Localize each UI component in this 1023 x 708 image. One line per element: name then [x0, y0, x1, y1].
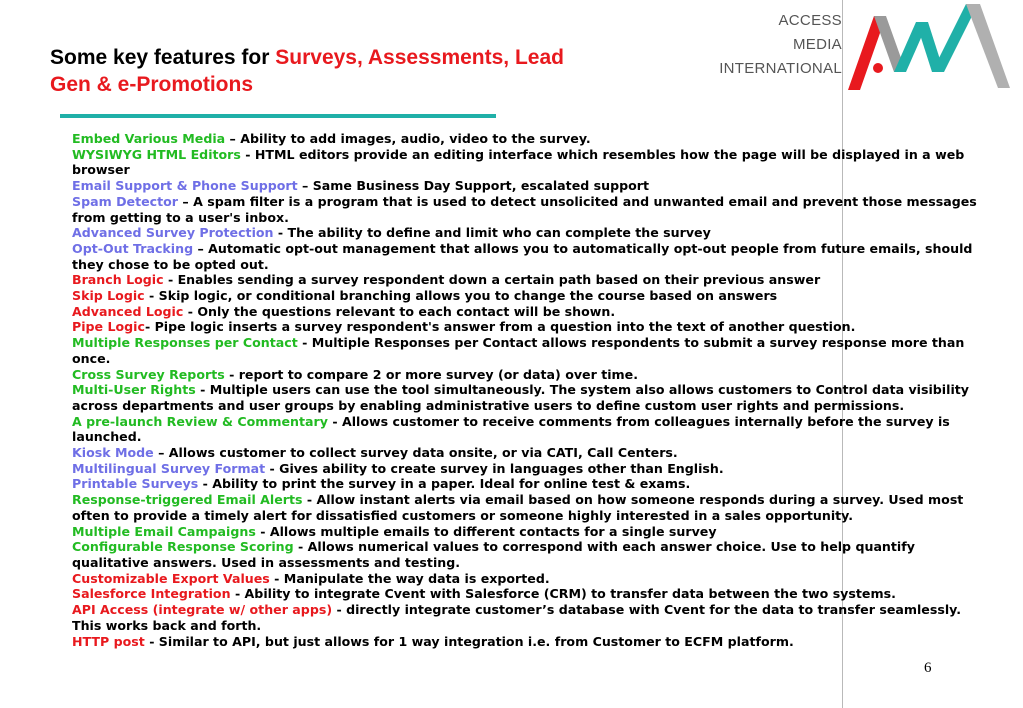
feature-item [72, 445, 987, 461]
feature-name: Pipe Logic [72, 319, 145, 335]
feature-name: Advanced Logic [72, 303, 184, 319]
feature-item [72, 335, 987, 366]
feature-name: Multi-User Rights [72, 382, 196, 398]
page-title [50, 44, 730, 98]
feature-item [72, 602, 987, 633]
feature-description: - Skip logic, or conditional branching allows you to change the course based on answers [144, 288, 778, 304]
feature-item [72, 178, 987, 194]
feature-item [72, 539, 987, 570]
feature-item [72, 586, 987, 602]
feature-name: API Access (integrate w/ other apps) [72, 602, 333, 618]
feature-description: - Manipulate the way data is exported. [269, 570, 550, 586]
page-number: 6 [924, 660, 932, 676]
feature-description: - Allows multiple emails to different contacts for a single survey [255, 523, 717, 539]
feature-name: WYSIWYG HTML Editors [72, 146, 241, 162]
feature-description: - Allows numerical values to correspond with each answer choice. Use to help quantify qualitative answers. Used in assessments and testing. [72, 539, 915, 570]
feature-name: Embed Various Media [72, 131, 226, 146]
feature-name: Multilingual Survey Format [72, 460, 266, 476]
feature-name: Advanced Survey Protection [72, 225, 274, 241]
feature-item [72, 241, 987, 272]
feature-description: - Ability to print the survey in a paper. Ideal for online test & exams. [198, 476, 691, 492]
logo-text-access: ACCESS [778, 12, 842, 29]
feature-name: Configurable Response Scoring [72, 539, 294, 555]
feature-name: Customizable Export Values [72, 570, 270, 586]
feature-description: – Same Business Day Support, escalated support [297, 178, 650, 194]
feature-description: - Only the questions relevant to each contact will be shown. [183, 303, 616, 319]
feature-item [72, 272, 987, 288]
feature-name: Response-triggered Email Alerts [72, 492, 303, 508]
logo-gray-stroke-2 [966, 4, 1010, 88]
feature-description: - Enables sending a survey respondent down a certain path based on their previous answer [163, 272, 821, 288]
feature-name: A pre-launch Review & Commentary [72, 413, 328, 429]
feature-name: Kiosk Mode [72, 445, 154, 461]
feature-item [72, 461, 987, 477]
feature-description: - Multiple users can use the tool simultaneously. The system also allows customers to Control data visibility across departments and user groups by enabling administrative users to define custom user rights and permissions. [72, 382, 969, 413]
feature-description: – Automatic opt-out management that allows you to automatically opt-out people from future emails, should they chose to be opted out. [72, 240, 973, 272]
feature-name: Cross Survey Reports [72, 366, 225, 382]
feature-description: – Allows customer to collect survey data onsite, or via CATI, Call Centers. [153, 445, 678, 461]
feature-item [72, 131, 987, 147]
feature-item [72, 492, 987, 523]
feature-description: - report to compare 2 or more survey (or data) over time. [224, 366, 638, 382]
feature-name: Multiple Email Campaigns [72, 523, 256, 539]
feature-description: - Ability to integrate Cvent with Salesforce (CRM) to transfer data between the two systems. [230, 586, 896, 602]
company-logo-icon [848, 2, 1020, 94]
title-red-part-1: Surveys, Assessments, Lead [275, 46, 564, 69]
feature-description: - Multiple Responses per Contact allows respondents to submit a survey response more than once. [72, 335, 965, 366]
feature-description: - directly integrate customer’s database with Cvent for the data to transfer seamlessly. This works back and forth. [72, 602, 961, 633]
feature-item [72, 225, 987, 241]
feature-description: – Ability to add images, audio, video to the survey. [225, 131, 591, 146]
feature-name: Email Support & Phone Support [72, 178, 298, 194]
feature-item [72, 147, 987, 178]
title-underline [60, 114, 496, 118]
feature-name: Branch Logic [72, 272, 164, 288]
feature-item [72, 367, 987, 383]
logo-red-dot [873, 63, 883, 73]
feature-description: - Similar to API, but just allows for 1 way integration i.e. from Customer to ECFM platform. [144, 633, 794, 649]
feature-item [72, 304, 987, 320]
feature-description: - Pipe logic inserts a survey respondent's answer from a question into the text of another question. [144, 319, 856, 335]
feature-name: Spam Detector [72, 193, 178, 209]
title-plain: Some key features for [50, 46, 276, 69]
feature-item [72, 288, 987, 304]
feature-description: - The ability to define and limit who can complete the survey [273, 225, 711, 241]
feature-list [72, 131, 987, 649]
logo-text-media: MEDIA [792, 36, 842, 53]
feature-name: Opt-Out Tracking [72, 240, 194, 256]
feature-description: - HTML editors provide an editing interface which resembles how the page will be displayed in a web browser [72, 146, 965, 178]
feature-item [72, 194, 987, 225]
logo-text-international: INTERNATIONAL [719, 60, 842, 77]
feature-name: Multiple Responses per Contact [72, 335, 298, 351]
feature-item [72, 476, 987, 492]
feature-item [72, 414, 987, 445]
feature-name: HTTP post [72, 633, 145, 649]
feature-item [72, 571, 987, 587]
feature-name: Salesforce Integration [72, 586, 231, 602]
feature-name: Printable Surveys [72, 476, 199, 492]
feature-description: – A spam filter is a program that is used to detect unsolicited and unwanted email and prevent those messages from getting to a user's inbox. [72, 193, 977, 225]
feature-description: - Gives ability to create survey in languages other than English. [265, 460, 724, 476]
feature-description: - Allow instant alerts via email based on how someone responds during a survey. Used most often to provide a timely alert for dissatisfied customers or someone highly interested in a sales opportunity. [72, 492, 964, 523]
feature-item [72, 524, 987, 540]
feature-name: Skip Logic [72, 288, 145, 304]
feature-item [72, 382, 987, 413]
feature-item [72, 319, 987, 335]
title-red-part-2: Gen & e-Promotions [50, 73, 254, 96]
feature-item [72, 634, 987, 650]
feature-description: - Allows customer to receive comments from colleagues internally before the survey is launched. [72, 413, 950, 445]
